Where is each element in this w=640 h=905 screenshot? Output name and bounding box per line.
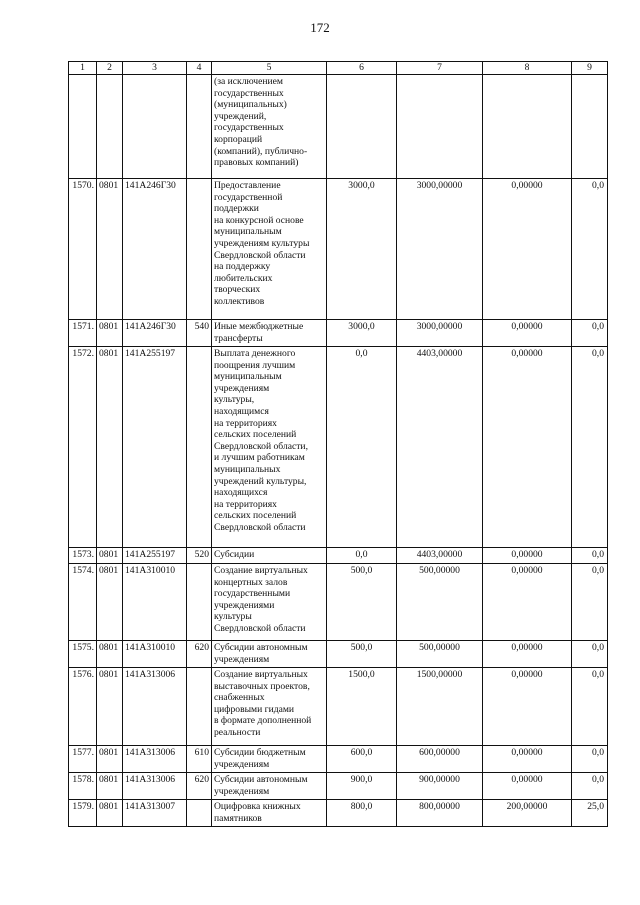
amount-executed-cell: 0,00000	[483, 347, 572, 548]
target-code-cell	[123, 75, 187, 179]
column-header-1: 1	[69, 62, 97, 75]
target-code-cell: 141А310010	[123, 641, 187, 668]
target-code-cell: 141А313006	[123, 668, 187, 746]
amount-approved-cell: 4403,00000	[397, 548, 483, 564]
section-code-cell: 0801	[97, 641, 123, 668]
amount-executed-cell: 0,00000	[483, 641, 572, 668]
table-row	[69, 347, 608, 548]
section-code-cell: 0801	[97, 773, 123, 800]
percent-cell: 0,0	[572, 773, 608, 800]
target-code-cell: 141А313007	[123, 800, 187, 827]
amount-executed-cell: 0,00000	[483, 564, 572, 641]
target-code-cell: 141А246Г30	[123, 320, 187, 347]
section-code-cell: 0801	[97, 668, 123, 746]
amount-planned-cell	[327, 75, 397, 179]
item-name-cell: Оцифровка книжных памятников	[212, 800, 327, 827]
section-code-cell: 0801	[97, 347, 123, 548]
amount-approved-cell: 500,00000	[397, 564, 483, 641]
row-number-cell: 1575.	[69, 641, 97, 668]
amount-planned-cell: 900,0	[327, 773, 397, 800]
amount-approved-cell: 600,00000	[397, 746, 483, 773]
percent-cell: 0,0	[572, 347, 608, 548]
item-name-cell: Субсидии	[212, 548, 327, 564]
item-name-cell: Субсидии автономным учреждениям	[212, 773, 327, 800]
section-code-cell: 0801	[97, 548, 123, 564]
item-name-cell: Субсидии автономным учреждениям	[212, 641, 327, 668]
percent-cell: 0,0	[572, 641, 608, 668]
table-row	[69, 320, 608, 347]
amount-executed-cell: 0,00000	[483, 668, 572, 746]
amount-executed-cell: 0,00000	[483, 320, 572, 347]
target-code-cell: 141А313006	[123, 773, 187, 800]
budget-table	[68, 61, 608, 827]
target-code-cell: 141А310010	[123, 564, 187, 641]
percent-cell	[572, 75, 608, 179]
column-header-2: 2	[97, 62, 123, 75]
target-code-cell: 141А255197	[123, 548, 187, 564]
amount-approved-cell: 900,00000	[397, 773, 483, 800]
item-name-cell: Создание виртуальных выставочных проектов, снабженных цифровыми гидами в формате дополненной реальности	[212, 668, 327, 746]
target-code-cell: 141А246Г30	[123, 179, 187, 320]
amount-executed-cell: 0,00000	[483, 746, 572, 773]
amount-approved-cell: 800,00000	[397, 800, 483, 827]
row-number-cell: 1572.	[69, 347, 97, 548]
column-header-4: 4	[187, 62, 212, 75]
amount-approved-cell: 1500,00000	[397, 668, 483, 746]
expense-type-cell: 620	[187, 773, 212, 800]
section-code-cell: 0801	[97, 320, 123, 347]
amount-executed-cell: 0,00000	[483, 179, 572, 320]
percent-cell: 0,0	[572, 746, 608, 773]
expense-type-cell: 610	[187, 746, 212, 773]
table-row	[69, 641, 608, 668]
amount-executed-cell	[483, 75, 572, 179]
amount-approved-cell	[397, 75, 483, 179]
item-name-cell: Создание виртуальных концертных залов государственными учреждениями культуры Свердловской области	[212, 564, 327, 641]
amount-approved-cell: 3000,00000	[397, 320, 483, 347]
expense-type-cell	[187, 75, 212, 179]
expense-type-cell	[187, 347, 212, 548]
table-row	[69, 179, 608, 320]
amount-approved-cell: 4403,00000	[397, 347, 483, 548]
section-code-cell	[97, 75, 123, 179]
row-number-cell: 1574.	[69, 564, 97, 641]
expense-type-cell	[187, 668, 212, 746]
item-name-cell: Субсидии бюджетным учреждениям	[212, 746, 327, 773]
amount-executed-cell: 0,00000	[483, 548, 572, 564]
amount-planned-cell: 0,0	[327, 548, 397, 564]
percent-cell: 0,0	[572, 548, 608, 564]
item-name-cell: (за исключением государственных (муниципальных) учреждений, государственных корпораций (компаний), публично- правовых компаний)	[212, 75, 327, 179]
expense-type-cell	[187, 564, 212, 641]
expense-type-cell: 540	[187, 320, 212, 347]
section-code-cell: 0801	[97, 564, 123, 641]
target-code-cell: 141А313006	[123, 746, 187, 773]
item-name-cell: Иные межбюджетные трансферты	[212, 320, 327, 347]
row-number-cell: 1578.	[69, 773, 97, 800]
row-number-cell: 1577.	[69, 746, 97, 773]
target-code-cell: 141А255197	[123, 347, 187, 548]
row-number-cell: 1579.	[69, 800, 97, 827]
percent-cell: 0,0	[572, 320, 608, 347]
amount-planned-cell: 0,0	[327, 347, 397, 548]
header-row	[69, 62, 608, 75]
table-row	[69, 746, 608, 773]
percent-cell: 0,0	[572, 668, 608, 746]
amount-planned-cell: 1500,0	[327, 668, 397, 746]
table-row	[69, 548, 608, 564]
row-number-cell: 1576.	[69, 668, 97, 746]
amount-executed-cell: 0,00000	[483, 773, 572, 800]
section-code-cell: 0801	[97, 800, 123, 827]
section-code-cell: 0801	[97, 746, 123, 773]
table-row	[69, 75, 608, 179]
table-row	[69, 564, 608, 641]
column-header-5: 5	[212, 62, 327, 75]
expense-type-cell: 620	[187, 641, 212, 668]
expense-type-cell	[187, 800, 212, 827]
row-number-cell: 1573.	[69, 548, 97, 564]
amount-planned-cell: 800,0	[327, 800, 397, 827]
column-header-7: 7	[397, 62, 483, 75]
table-body	[69, 75, 608, 827]
expense-type-cell	[187, 179, 212, 320]
page-number: 172	[310, 20, 330, 35]
table-row	[69, 773, 608, 800]
table-row	[69, 668, 608, 746]
row-number-cell	[69, 75, 97, 179]
percent-cell: 25,0	[572, 800, 608, 827]
amount-planned-cell: 500,0	[327, 564, 397, 641]
item-name-cell: Выплата денежного поощрения лучшим муниципальным учреждениям культуры, находящимся на территориях сельских поселений Свердловской области, и лучшим работникам муниципальных учреждений культуры, находящихся на территориях сельских поселений Свердловской области	[212, 347, 327, 548]
item-name-cell: Предоставление государственной поддержки на конкурсной основе муниципальным учреждениям культуры Свердловской области на поддержку любительских творческих коллективов	[212, 179, 327, 320]
amount-approved-cell: 3000,00000	[397, 179, 483, 320]
row-number-cell: 1570.	[69, 179, 97, 320]
table-row	[69, 800, 608, 827]
column-header-9: 9	[572, 62, 608, 75]
percent-cell: 0,0	[572, 179, 608, 320]
amount-planned-cell: 3000,0	[327, 179, 397, 320]
amount-planned-cell: 600,0	[327, 746, 397, 773]
expense-type-cell: 520	[187, 548, 212, 564]
amount-executed-cell: 200,00000	[483, 800, 572, 827]
section-code-cell: 0801	[97, 179, 123, 320]
row-number-cell: 1571.	[69, 320, 97, 347]
amount-approved-cell: 500,00000	[397, 641, 483, 668]
amount-planned-cell: 3000,0	[327, 320, 397, 347]
column-header-3: 3	[123, 62, 187, 75]
column-header-8: 8	[483, 62, 572, 75]
amount-planned-cell: 500,0	[327, 641, 397, 668]
column-header-6: 6	[327, 62, 397, 75]
percent-cell: 0,0	[572, 564, 608, 641]
